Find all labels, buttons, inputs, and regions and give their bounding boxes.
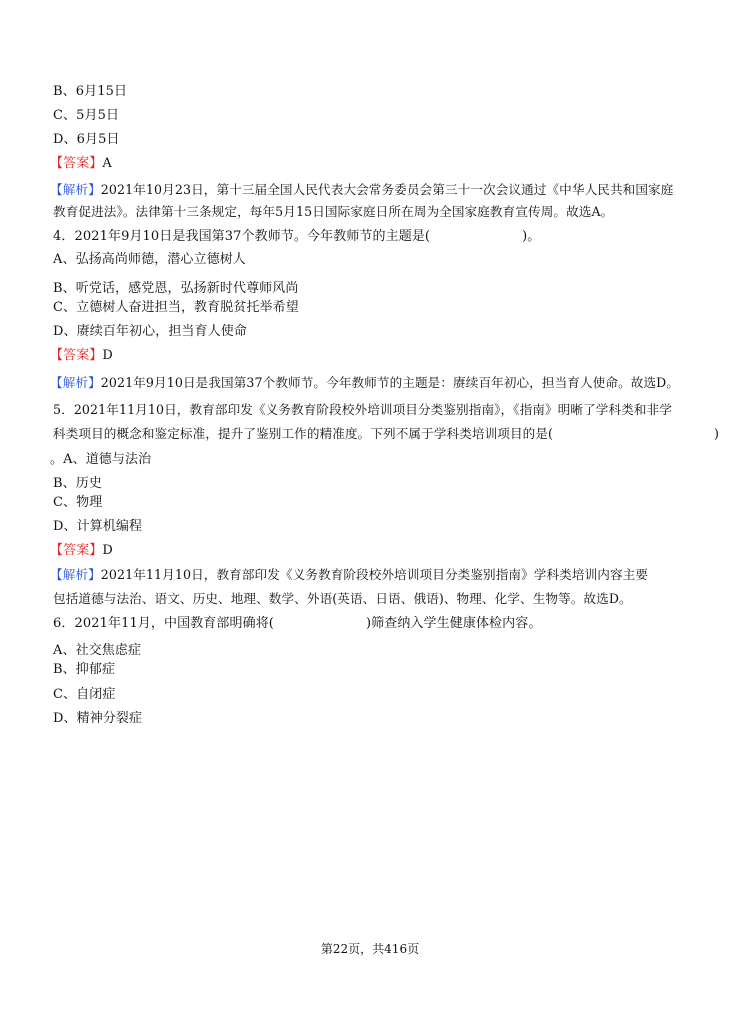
question-number: 6． — [53, 616, 75, 631]
option-text: 6月15日 — [75, 84, 128, 99]
option-d — [53, 710, 142, 728]
page-footer — [0, 941, 740, 957]
option-a — [53, 251, 246, 269]
option-d — [53, 131, 120, 149]
option-label: D、 — [53, 324, 77, 339]
analysis-line — [50, 566, 648, 584]
option-text: 自闭症 — [76, 687, 116, 702]
analysis-text: 2021年9月10日是我国第37个教师节。今年教师节的主题是：赓续百年初心，担当育人使命。故选D。 — [100, 375, 680, 390]
analysis-line-continued — [53, 203, 613, 221]
option-label: C、 — [53, 687, 77, 702]
option-b — [53, 83, 127, 101]
option-label: A、 — [53, 643, 76, 658]
option-text: 历史 — [75, 476, 102, 491]
option-text: 立德树人奋进担当，教育脱贫托举希望 — [76, 300, 299, 315]
option-c — [53, 686, 115, 704]
answer-tag: 【答案】 — [50, 156, 103, 171]
analysis-tag: 【解析】 — [50, 375, 101, 390]
option-c — [53, 299, 299, 317]
option-text: 5月5日 — [76, 108, 120, 123]
option-c — [53, 494, 102, 512]
option-label: A、 — [63, 452, 86, 467]
option-label: C、 — [53, 495, 77, 510]
stem-text: 2021年11月10日，教育部印发《义务教育阶段校外培训项目分类鉴别指南》，《指南》明晰了学科类和非学 — [73, 402, 672, 417]
question-number: 5． — [53, 402, 74, 417]
page-number: 第22页，共416页 — [320, 942, 420, 956]
option-b — [53, 280, 298, 298]
option-a — [50, 451, 151, 469]
stem-text-end: ) — [713, 426, 719, 441]
analysis-text: 包括道德与法治、语文、历史、地理、数学、外语(英语、日语、俄语)、物理、化学、生物等。故选D。 — [53, 591, 632, 606]
option-text: 社交焦虑症 — [75, 643, 142, 658]
option-label: B、 — [53, 84, 76, 99]
answer-value: D — [102, 348, 113, 363]
option-label: A、 — [53, 252, 76, 267]
stem-period: 。 — [50, 452, 64, 467]
option-d — [53, 518, 142, 536]
question-6-stem — [53, 615, 541, 633]
stem-text-end: )。 — [522, 229, 541, 244]
stem-text-end: )筛查纳入学生健康体检内容。 — [365, 616, 542, 631]
analysis-text: 2021年10月23日，第十三届全国人民代表大会常务委员会第三十一次会议通过《中华人民共和国家庭 — [100, 182, 674, 197]
analysis-line-continued — [53, 590, 632, 608]
answer-tag: 【答案】 — [50, 348, 103, 363]
option-text: 精神分裂症 — [76, 711, 143, 726]
answer-line — [50, 155, 112, 173]
stem-text: 2021年11月，中国教育部明确将( — [74, 616, 274, 631]
answer-value: D — [102, 543, 113, 558]
option-b — [53, 475, 102, 493]
analysis-line — [50, 374, 679, 392]
option-label: C、 — [53, 300, 77, 315]
question-4-stem — [53, 228, 540, 246]
question-number: 4． — [53, 229, 75, 244]
stem-text: 2021年9月10日是我国第37个教师节。今年教师节的主题是( — [74, 229, 431, 244]
option-text: 弘扬高尚师德，潜心立德树人 — [75, 252, 246, 267]
option-label: B、 — [53, 476, 76, 491]
option-label: B、 — [53, 281, 76, 296]
analysis-tag: 【解析】 — [50, 182, 101, 197]
option-b — [53, 661, 115, 679]
option-d — [53, 323, 247, 341]
option-a — [53, 642, 141, 660]
analysis-text: 2021年11月10日，教育部印发《义务教育阶段校外培训项目分类鉴别指南》学科类培训内容主要 — [100, 567, 649, 582]
option-text: 6月5日 — [76, 132, 120, 147]
question-5-stem-continued — [53, 425, 719, 443]
answer-value: A — [102, 156, 112, 171]
option-text: 赓续百年初心，担当育人使命 — [76, 324, 247, 339]
analysis-line — [50, 181, 673, 199]
option-text: 道德与法治 — [85, 452, 152, 467]
answer-line — [50, 347, 113, 365]
stem-text: 科类项目的概念和鉴定标准，提升了鉴别工作的精准度。下列不属于学科类培训项目的是( — [53, 426, 554, 441]
option-label: D、 — [53, 132, 77, 147]
analysis-text: 教育促进法》。法律第十三条规定，每年5月15日国际家庭日所在周为全国家庭教育宣传周。故选A。 — [53, 204, 614, 219]
option-label: D、 — [53, 519, 77, 534]
question-5-stem — [53, 401, 672, 419]
option-label: B、 — [53, 662, 76, 677]
option-label: D、 — [53, 711, 77, 726]
answer-line — [50, 542, 113, 560]
analysis-tag: 【解析】 — [50, 567, 101, 582]
option-text: 物理 — [76, 495, 103, 510]
option-text: 听党话，感党恩，弘扬新时代尊师风尚 — [75, 281, 299, 296]
option-c — [53, 107, 119, 125]
option-text: 抑郁症 — [75, 662, 116, 677]
option-text: 计算机编程 — [76, 519, 143, 534]
option-label: C、 — [53, 108, 77, 123]
answer-tag: 【答案】 — [50, 543, 103, 558]
